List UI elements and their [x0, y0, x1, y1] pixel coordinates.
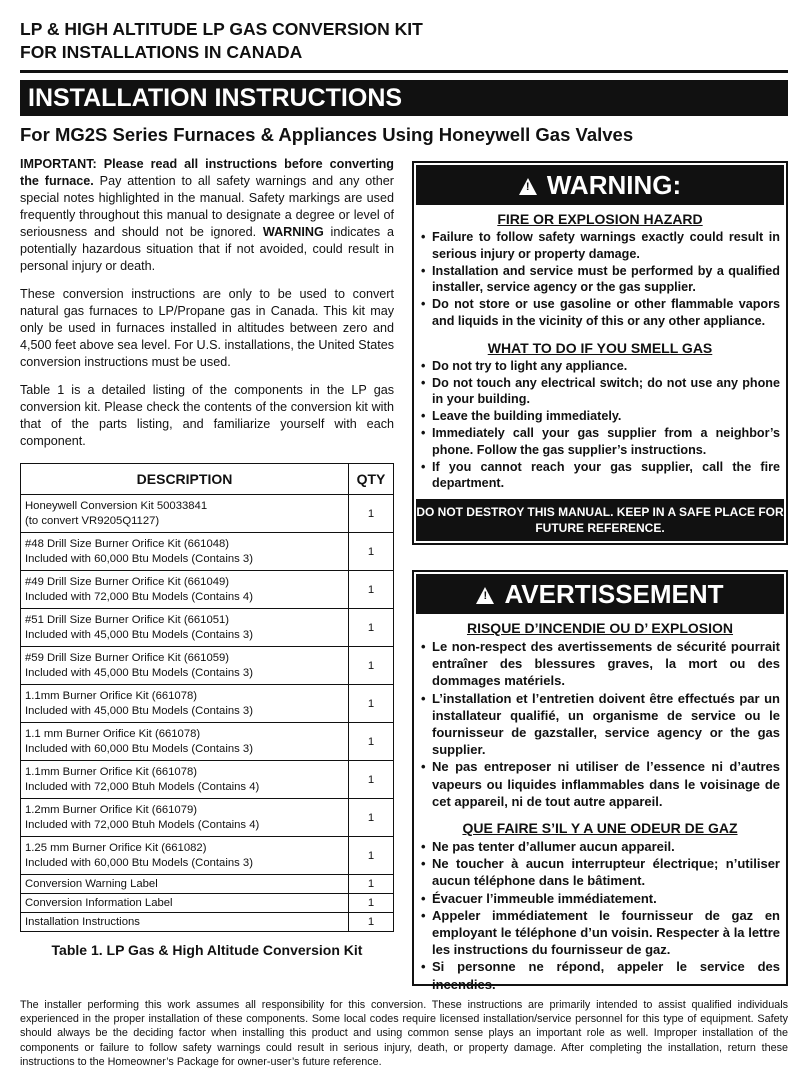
document-header	[20, 18, 423, 64]
row-description	[21, 495, 349, 533]
row-qty: 1	[349, 533, 394, 571]
intro-paragraph-1: IMPORTANT: Please read all instructions before converting the furnace. Pay attention to all safety warnings and any other special notes highlighted in the manual. Safety markings are used frequently throughout this manual to designate a degree or level of seriousness and should not be ignored. WARNING indicates a potentially hazardous situation that if not avoided, could result in personal injury or death.	[20, 157, 394, 273]
list-item: • Installation and service must be performed by a qualified installer, service agency or the gas supplier.	[432, 263, 780, 297]
row-description-line-2: Included with 45,000 Btu Models (Contains 3)	[25, 666, 253, 679]
table-row	[21, 495, 394, 533]
table-row	[21, 761, 394, 799]
row-qty: 1	[349, 875, 394, 894]
warning-triangle-icon	[519, 178, 537, 195]
intro-paragraph-2: These conversion instructions are only to be used to convert natural gas furnaces to LP/Propane gas in Canada. This kit may only be used in furnaces installed in altitudes between zero and 4,500 feet above sea level. For U.S. installations, the United States conversion instructions must be used.	[20, 287, 394, 369]
col-description: DESCRIPTION	[21, 464, 349, 495]
warning-heading: !WARNING:	[416, 165, 784, 205]
row-description	[21, 837, 349, 875]
row-description-line-2: Included with 45,000 Btu Models (Contains 3)	[25, 704, 253, 717]
avert-list-fire	[414, 638, 786, 810]
row-description-line-2: (to convert VR9205Q1127)	[25, 514, 160, 527]
table-row	[21, 609, 394, 647]
warning-list-fire	[414, 229, 786, 330]
row-description-line-1: Conversion Information Label	[25, 896, 173, 909]
row-qty: 1	[349, 647, 394, 685]
warning-section-smell: WHAT TO DO IF YOU SMELL GAS	[487, 339, 713, 356]
row-description-line-2: Included with 60,000 Btu Models (Contains 3)	[25, 552, 253, 565]
table-row	[21, 875, 394, 894]
list-item: • Appeler immédiatement le fournisseur de gaz en employant le téléphone d’un voisin. Respecter à la lettre les instructions du fournisseur de gaz.	[432, 907, 780, 959]
list-item: • L’installation et l’entretien doivent être effectués par un installateur qualifié, un organisme de service ou le fournisseur de gazstaller, service agency or the gas supplier.	[432, 690, 780, 759]
row-description-line-2: Included with 60,000 Btu Models (Contains 3)	[25, 856, 253, 869]
row-qty: 1	[349, 685, 394, 723]
row-qty: 1	[349, 495, 394, 533]
table-row	[21, 647, 394, 685]
table-caption: Table 1. LP Gas & High Altitude Conversion Kit	[51, 942, 363, 958]
row-description-line-1: Conversion Warning Label	[25, 877, 158, 890]
list-item: • Le non-respect des avertissements de sécurité pourrait entraîner des blessures graves, la mort ou des dommages matériels.	[432, 638, 780, 690]
warning-box	[412, 161, 788, 545]
row-description	[21, 875, 349, 894]
intro-paragraph-3: Table 1 is a detailed listing of the components in the LP gas conversion kit. Please check the contents of the conversion kit with that of the parts listing, and familiarize yourself with each component.	[20, 383, 394, 448]
row-description-line-1: 1.1mm Burner Orifice Kit (661078)	[25, 689, 198, 702]
intro-text	[20, 156, 394, 461]
table-header-row	[21, 464, 394, 495]
row-description-line-2: Included with 72,000 Btu Models (Contains 4)	[25, 590, 253, 603]
row-description-line-2: Included with 45,000 Btu Models (Contains 3)	[25, 628, 253, 641]
list-item: • Do not try to light any appliance.	[432, 358, 780, 375]
disclaimer: The installer performing this work assumes all responsibility for this conversion. These instructions are primarily intended to assist qualified individuals experienced in the proper installation of these components. Some local codes require licensed installation/service personnel for this type of equipment. Safety should always be the deciding factor when installing this product and using common sense plays an important role as well. Improper installation of the components or failure to follow safety warnings could result in serious injury, death, or property damage. After completing the installation, return these instructions to the Homeowner’s Package for owner-user’s future reference.	[20, 999, 788, 1068]
table-row	[21, 533, 394, 571]
row-description	[21, 913, 349, 932]
row-description-line-1: 1.1 mm Burner Orifice Kit (661078)	[25, 727, 201, 740]
list-item: • Évacuer l’immeuble immédiatement.	[432, 890, 780, 907]
row-description-line-1: Installation Instructions	[25, 915, 140, 928]
list-item: • Leave the building immediately.	[432, 408, 780, 425]
row-description-line-1: 1.2mm Burner Orifice Kit (661079)	[25, 803, 198, 816]
row-description-line-1: #49 Drill Size Burner Orifice Kit (661049)	[25, 575, 230, 588]
row-qty: 1	[349, 723, 394, 761]
list-item: • Ne pas tenter d’allumer aucun appareil.	[432, 838, 780, 855]
avert-section-fire: RISQUE D’INCENDIE OU D’ EXPLOSION	[466, 620, 734, 636]
table-row	[21, 837, 394, 875]
row-qty: 1	[349, 761, 394, 799]
list-item: • Immediately call your gas supplier from a neighbor’s phone. Follow the gas supplier’s instructions.	[432, 425, 780, 459]
row-qty: 1	[349, 837, 394, 875]
row-description-line-2: Included with 72,000 Btuh Models (Contains 4)	[25, 780, 260, 793]
title-banner: INSTALLATION INSTRUCTIONS	[20, 80, 788, 116]
warning-footer: DO NOT DESTROY THIS MANUAL. KEEP IN A SAFE PLACE FOR FUTURE REFERENCE.	[416, 499, 784, 541]
row-description-line-1: #48 Drill Size Burner Orifice Kit (661048)	[25, 537, 230, 550]
row-description	[21, 723, 349, 761]
row-description	[21, 799, 349, 837]
list-item: • Do not touch any electrical switch; do not use any phone in your building.	[432, 375, 780, 409]
row-description	[21, 894, 349, 913]
avert-section-smell: QUE FAIRE S’IL Y A UNE ODEUR DE GAZ	[462, 820, 738, 837]
row-description	[21, 761, 349, 799]
row-description-line-1: #51 Drill Size Burner Orifice Kit (661051)	[25, 613, 230, 626]
list-item: • Ne toucher à aucun interrupteur électrique; n’utiliser aucun téléphone dans le bâtiment.	[432, 855, 780, 889]
header-rule	[20, 70, 788, 73]
table-row	[21, 799, 394, 837]
table-row	[21, 685, 394, 723]
table-row	[21, 913, 394, 932]
col-qty: QTY	[349, 464, 394, 495]
list-item: • Si personne ne répond, appeler le service des incendies.	[432, 958, 780, 992]
row-description-line-2: Included with 60,000 Btu Models (Contains 3)	[25, 742, 253, 755]
row-description	[21, 609, 349, 647]
warning-triangle-icon	[476, 587, 494, 604]
table-body	[21, 495, 394, 932]
warning-list-smell	[414, 358, 786, 492]
components-table	[20, 463, 394, 932]
avertissement-heading: !AVERTISSEMENT	[416, 574, 784, 614]
list-item: • If you cannot reach your gas supplier, call the fire department.	[432, 459, 780, 493]
row-description-line-1: 1.1mm Burner Orifice Kit (661078)	[25, 765, 198, 778]
row-description	[21, 533, 349, 571]
avertissement-box	[412, 570, 788, 992]
table-row	[21, 894, 394, 913]
row-description	[21, 685, 349, 723]
subtitle: For MG2S Series Furnaces & Appliances Using Honeywell Gas Valves	[20, 124, 634, 145]
table-row	[21, 723, 394, 761]
table-row	[21, 571, 394, 609]
row-description-line-1: 1.25 mm Burner Orifice Kit (661082)	[25, 841, 207, 854]
row-description-line-2: Included with 72,000 Btuh Models (Contains 4)	[25, 818, 260, 831]
row-qty: 1	[349, 894, 394, 913]
list-item: • Ne pas entreposer ni utiliser de l’essence ni d’autres vapeurs ou liquides inflammables dans le voisinage de cet appareil, ni de tout autre appareil.	[432, 758, 780, 810]
row-description-line-1: Honeywell Conversion Kit 50033841	[25, 499, 208, 512]
row-qty: 1	[349, 609, 394, 647]
row-description-line-1: #59 Drill Size Burner Orifice Kit (661059)	[25, 651, 230, 664]
avert-list-smell	[414, 838, 786, 993]
list-item: • Failure to follow safety warnings exactly could result in serious injury or property damage.	[432, 229, 780, 263]
list-item: • Do not store or use gasoline or other flammable vapors and liquids in the vicinity of this or any other appliance.	[432, 296, 780, 330]
header-line-2: FOR INSTALLATIONS IN CANADA	[20, 42, 303, 62]
row-qty: 1	[349, 571, 394, 609]
header-line-1: LP & HIGH ALTITUDE LP GAS CONVERSION KIT	[20, 19, 423, 39]
row-description	[21, 647, 349, 685]
row-description	[21, 571, 349, 609]
warning-section-fire: FIRE OR EXPLOSION HAZARD	[497, 211, 703, 227]
row-qty: 1	[349, 913, 394, 932]
row-qty: 1	[349, 799, 394, 837]
